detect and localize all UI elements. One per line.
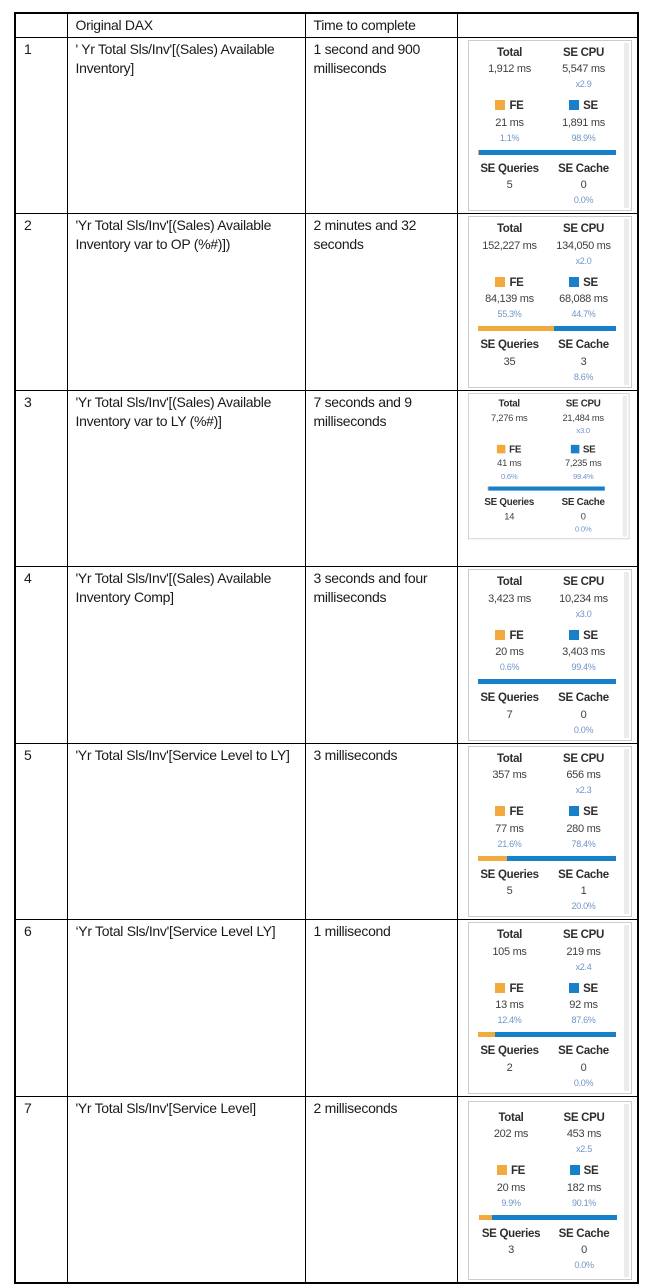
dax-expression: 'Yr Total Sls/Inv'[Service Level to LY]	[67, 743, 305, 920]
se-value: 92 ms	[569, 999, 598, 1012]
se-cpu-label: SE CPU	[562, 929, 605, 942]
table-row	[15, 390, 638, 567]
se-queries-label: SE Queries	[481, 1227, 541, 1240]
se-cache-percent: 0.0%	[574, 524, 591, 534]
total-value: 3,423 ms	[488, 592, 531, 605]
se-cpu-value: 5,547 ms	[562, 63, 605, 76]
fe-se-section	[473, 982, 621, 1027]
server-timings-panel	[468, 216, 632, 388]
fe-bar-segment	[478, 1032, 495, 1037]
dax-timings-table	[14, 12, 639, 1284]
fe-stat	[475, 1164, 548, 1209]
se-cache-stat	[547, 868, 621, 913]
fe-se-section	[473, 276, 621, 321]
se-bar-segment	[495, 1032, 616, 1037]
fe-bar-segment	[479, 1215, 493, 1220]
se-cache-percent: 0.0%	[573, 1077, 594, 1088]
total-stat	[473, 46, 547, 91]
time-to-complete: 7 seconds and 9 milliseconds	[305, 390, 457, 567]
se-cache-value: 0	[580, 179, 587, 192]
se-cpu-stat	[547, 928, 621, 973]
se-cache-label: SE Cache	[558, 1045, 609, 1058]
header-row	[15, 13, 638, 37]
fe-se-ratio-bar	[478, 679, 616, 684]
se-cpu-label: SE CPU	[563, 1111, 605, 1124]
se-cpu-ratio: x2.4	[575, 961, 592, 972]
se-bar-segment	[488, 486, 605, 490]
se-bar-segment	[507, 856, 615, 861]
table-row	[15, 37, 638, 214]
total-label: Total	[496, 929, 523, 942]
se-value: 68,088 ms	[559, 293, 608, 306]
row-number: 2	[15, 214, 67, 391]
header-cell-metrics	[457, 13, 638, 37]
se-value: 280 ms	[566, 822, 601, 835]
se-cpu-label: SE CPU	[562, 223, 605, 236]
se-cache-value: 1	[580, 885, 587, 898]
se-queries-stat	[475, 1227, 548, 1272]
se-queries-value: 7	[506, 708, 513, 721]
metrics-cell	[457, 920, 638, 1097]
se-cpu-ratio: x2.5	[576, 1144, 592, 1155]
table-row	[15, 743, 638, 920]
se-cache-value: 3	[580, 355, 587, 368]
fe-label: FE	[509, 629, 524, 642]
metrics-cell	[457, 37, 638, 214]
se-cache-value: 0	[580, 1061, 587, 1074]
se-percent: 44.7%	[571, 309, 596, 320]
se-label: SE	[583, 982, 598, 995]
dax-expression: ‘Yr Total Sls/Inv'[Service Level LY]	[67, 920, 305, 1097]
dax-expression: ' Yr Total Sls/Inv'[(Sales) Available Inventory]	[67, 37, 305, 214]
fe-bar-segment	[478, 856, 508, 861]
se-queries-value: 5	[506, 179, 513, 192]
fe-legend-swatch-icon	[497, 1165, 507, 1175]
time-to-complete: 1 second and 900 milliseconds	[305, 37, 457, 214]
dax-expression: 'Yr Total Sls/Inv'[(Sales) Available Inventory var to OP (%#)])	[67, 214, 305, 391]
se-label: SE	[583, 1165, 599, 1178]
se-stat	[547, 805, 621, 850]
se-queries-label: SE Queries	[480, 162, 539, 175]
se-cache-label: SE Cache	[558, 339, 609, 352]
se-stat	[547, 982, 621, 1027]
se-cpu-value: 21,484 ms	[561, 412, 604, 424]
se-queries-stat	[473, 162, 547, 207]
totals-section	[473, 928, 621, 973]
row-number: 5	[15, 743, 67, 920]
se-cpu-value: 656 ms	[566, 769, 601, 782]
se-value: 1,891 ms	[562, 116, 605, 129]
se-cache-percent: 20.0%	[571, 901, 596, 912]
fe-se-ratio-bar	[487, 486, 604, 490]
queries-section	[473, 1044, 621, 1089]
header-cell-original-dax: Original DAX	[67, 13, 305, 37]
fe-value: 77 ms	[495, 822, 524, 835]
fe-label: FE	[509, 276, 524, 289]
se-queries-value: 5	[506, 885, 513, 898]
se-cpu-ratio: x2.0	[575, 255, 592, 266]
se-cpu-value: 453 ms	[566, 1128, 602, 1141]
se-cache-percent: 0.0%	[574, 1260, 594, 1271]
fe-percent: 9.9%	[501, 1197, 521, 1208]
total-label: Total	[496, 46, 523, 59]
fe-se-ratio-bar	[478, 150, 616, 155]
se-cache-percent: 0.0%	[573, 724, 594, 735]
fe-legend-swatch-icon	[495, 983, 505, 993]
fe-se-ratio-bar	[478, 326, 616, 331]
time-to-complete: 2 milliseconds	[305, 1096, 457, 1283]
total-value: 105 ms	[492, 945, 527, 958]
table-body	[15, 37, 638, 1283]
se-label: SE	[582, 444, 595, 455]
se-bar-segment	[554, 326, 616, 331]
se-cpu-stat	[548, 1111, 621, 1156]
se-cache-label: SE Cache	[558, 1227, 610, 1240]
row-number: 4	[15, 567, 67, 744]
fe-legend-swatch-icon	[495, 277, 505, 287]
metrics-cell	[457, 743, 638, 920]
se-legend-swatch-icon	[569, 277, 579, 287]
fe-label: FE	[508, 444, 521, 455]
se-cpu-ratio: x2.9	[575, 79, 592, 90]
se-value: 7,235 ms	[564, 458, 601, 469]
fe-stat	[473, 99, 547, 144]
fe-stat	[473, 805, 547, 850]
se-percent: 98.9%	[571, 132, 596, 143]
queries-section	[475, 1227, 621, 1272]
se-cpu-value: 219 ms	[566, 945, 601, 958]
row-number: 3	[15, 390, 67, 567]
total-value: 1,912 ms	[488, 63, 531, 76]
se-legend-swatch-icon	[570, 444, 579, 453]
queries-section	[473, 162, 621, 207]
fe-stat	[473, 629, 547, 674]
se-cpu-label: SE CPU	[562, 46, 605, 59]
fe-percent: 0.6%	[500, 471, 517, 481]
se-queries-stat	[473, 1044, 547, 1089]
queries-section	[473, 691, 621, 736]
total-value: 7,276 ms	[490, 412, 527, 424]
fe-se-section	[472, 443, 620, 481]
fe-label: FE	[509, 806, 524, 819]
fe-value: 41 ms	[496, 458, 521, 469]
se-queries-stat	[473, 868, 547, 913]
fe-label: FE	[509, 100, 524, 113]
fe-se-ratio-bar	[479, 1215, 617, 1220]
se-stat	[548, 1164, 621, 1209]
fe-se-section	[473, 629, 621, 674]
se-legend-swatch-icon	[570, 1165, 580, 1175]
fe-stat	[473, 276, 547, 321]
dax-expression: 'Yr Total Sls/Inv'[(Sales) Available Inventory var to LY (%#)]	[67, 390, 305, 567]
fe-se-section	[473, 99, 621, 144]
se-cpu-ratio: x3.0	[575, 426, 590, 435]
se-cpu-label: SE CPU	[562, 576, 605, 589]
fe-percent: 21.6%	[497, 838, 522, 849]
se-cpu-value: 134,050 ms	[556, 239, 611, 252]
total-stat	[473, 222, 547, 267]
se-legend-swatch-icon	[569, 630, 579, 640]
fe-value: 13 ms	[495, 999, 524, 1012]
row-number: 7	[15, 1096, 67, 1283]
se-cache-stat	[547, 338, 621, 383]
header-cell-index	[15, 13, 67, 37]
server-timings-panel	[468, 746, 632, 918]
se-queries-label: SE Queries	[483, 497, 534, 508]
fe-legend-swatch-icon	[495, 806, 505, 816]
metrics-cell	[457, 1096, 638, 1283]
se-legend-swatch-icon	[569, 983, 579, 993]
queries-section	[472, 497, 620, 535]
time-to-complete: 2 minutes and 32 seconds	[305, 214, 457, 391]
total-label: Total	[496, 223, 523, 236]
total-stat	[473, 575, 547, 620]
fe-legend-swatch-icon	[497, 444, 506, 453]
dax-expression: 'Yr Total Sls/Inv'[Service Level]	[67, 1096, 305, 1283]
fe-value: 84,139 ms	[485, 293, 534, 306]
totals-section	[473, 752, 621, 797]
server-timings-panel	[468, 569, 632, 741]
se-cpu-stat	[547, 575, 621, 620]
dax-expression: 'Yr Total Sls/Inv'[(Sales) Available Inventory Comp]	[67, 567, 305, 744]
se-queries-value: 2	[506, 1061, 513, 1074]
se-queries-label: SE Queries	[480, 868, 539, 881]
fe-stat	[473, 982, 547, 1027]
se-percent: 99.4%	[571, 662, 596, 673]
se-percent: 90.1%	[571, 1197, 597, 1208]
se-queries-stat	[472, 497, 546, 535]
time-to-complete: 3 seconds and four milliseconds	[305, 567, 457, 744]
se-cache-label: SE Cache	[558, 868, 609, 881]
server-timings-panel	[468, 393, 630, 539]
metrics-cell	[457, 214, 638, 391]
fe-label: FE	[509, 982, 524, 995]
se-percent: 87.6%	[571, 1015, 596, 1026]
table-row	[15, 567, 638, 744]
se-cache-percent: 8.6%	[573, 371, 594, 382]
server-timings-panel	[468, 922, 632, 1094]
se-cpu-stat	[547, 46, 621, 91]
total-value: 202 ms	[493, 1128, 529, 1141]
table-row	[15, 1096, 638, 1283]
fe-percent: 12.4%	[497, 1015, 522, 1026]
table-row	[15, 920, 638, 1097]
total-label: Total	[498, 1111, 524, 1124]
fe-legend-swatch-icon	[495, 630, 505, 640]
fe-value: 20 ms	[495, 646, 524, 659]
se-percent: 78.4%	[571, 838, 596, 849]
server-timings-panel	[468, 1101, 632, 1281]
time-to-complete: 3 milliseconds	[305, 743, 457, 920]
totals-section	[475, 1111, 621, 1156]
total-value: 357 ms	[492, 769, 527, 782]
se-value: 182 ms	[566, 1181, 602, 1194]
se-cache-label: SE Cache	[558, 692, 609, 705]
row-number: 1	[15, 37, 67, 214]
se-cache-stat	[547, 162, 621, 207]
se-stat	[547, 629, 621, 674]
fe-label: FE	[510, 1165, 526, 1178]
fe-se-ratio-bar	[478, 856, 616, 861]
fe-bar-segment	[478, 326, 554, 331]
total-stat	[472, 398, 546, 436]
se-label: SE	[583, 276, 598, 289]
se-label: SE	[583, 806, 598, 819]
total-stat	[475, 1111, 548, 1156]
totals-section	[473, 46, 621, 91]
metrics-cell	[457, 567, 638, 744]
se-percent: 99.4%	[572, 471, 593, 481]
se-legend-swatch-icon	[569, 100, 579, 110]
se-cache-value: 0	[580, 511, 586, 522]
metrics-cell	[457, 390, 638, 567]
se-cache-stat	[546, 497, 620, 535]
se-cache-label: SE Cache	[558, 162, 609, 175]
totals-section	[473, 222, 621, 267]
se-legend-swatch-icon	[569, 806, 579, 816]
se-cache-value: 0	[581, 1244, 587, 1257]
se-cpu-stat	[546, 398, 620, 436]
se-cache-label: SE Cache	[561, 497, 605, 508]
se-queries-label: SE Queries	[480, 1045, 539, 1058]
se-queries-stat	[473, 338, 547, 383]
fe-legend-swatch-icon	[495, 100, 505, 110]
se-queries-label: SE Queries	[480, 692, 539, 705]
se-cpu-label: SE CPU	[562, 752, 605, 765]
total-stat	[473, 928, 547, 973]
se-queries-value: 3	[508, 1244, 514, 1257]
fe-stat	[472, 443, 546, 481]
fe-value: 20 ms	[496, 1181, 526, 1194]
se-cpu-ratio: x2.3	[575, 785, 592, 796]
header-cell-time-to-complete: Time to complete	[305, 13, 457, 37]
se-cpu-label: SE CPU	[565, 398, 601, 410]
total-label: Total	[496, 752, 523, 765]
se-label: SE	[583, 100, 598, 113]
fe-percent: 55.3%	[497, 309, 522, 320]
se-cache-stat	[547, 691, 621, 736]
se-cache-stat	[547, 1044, 621, 1089]
se-cpu-stat	[547, 222, 621, 267]
se-bar-segment	[479, 150, 615, 155]
total-label: Total	[496, 576, 523, 589]
se-queries-stat	[473, 691, 547, 736]
queries-section	[473, 868, 621, 913]
se-stat	[547, 99, 621, 144]
fe-se-section	[475, 1164, 621, 1209]
se-stat	[547, 276, 621, 321]
se-cpu-value: 10,234 ms	[559, 592, 608, 605]
se-cache-value: 0	[580, 708, 587, 721]
time-to-complete: 1 millisecond	[305, 920, 457, 1097]
se-cpu-ratio: x3.0	[575, 608, 592, 619]
se-queries-label: SE Queries	[480, 339, 539, 352]
se-label: SE	[583, 629, 598, 642]
total-value: 152,227 ms	[482, 239, 537, 252]
se-cpu-stat	[547, 752, 621, 797]
se-queries-value: 35	[503, 355, 516, 368]
fe-value: 21 ms	[495, 116, 524, 129]
table-header	[15, 13, 638, 37]
se-bar-segment	[478, 679, 615, 684]
se-value: 3,403 ms	[562, 646, 605, 659]
row-number: 6	[15, 920, 67, 1097]
totals-section	[472, 398, 620, 436]
se-cache-stat	[548, 1227, 621, 1272]
se-stat	[546, 443, 620, 481]
se-cache-percent: 0.0%	[573, 195, 594, 206]
total-stat	[473, 752, 547, 797]
fe-percent: 1.1%	[499, 132, 520, 143]
totals-section	[473, 575, 621, 620]
queries-section	[473, 338, 621, 383]
se-queries-value: 14	[503, 511, 514, 522]
se-bar-segment	[492, 1215, 616, 1220]
total-label: Total	[498, 398, 520, 410]
server-timings-panel	[468, 40, 632, 212]
table-row	[15, 214, 638, 391]
fe-se-section	[473, 805, 621, 850]
fe-percent: 0.6%	[499, 662, 520, 673]
fe-se-ratio-bar	[478, 1032, 616, 1037]
